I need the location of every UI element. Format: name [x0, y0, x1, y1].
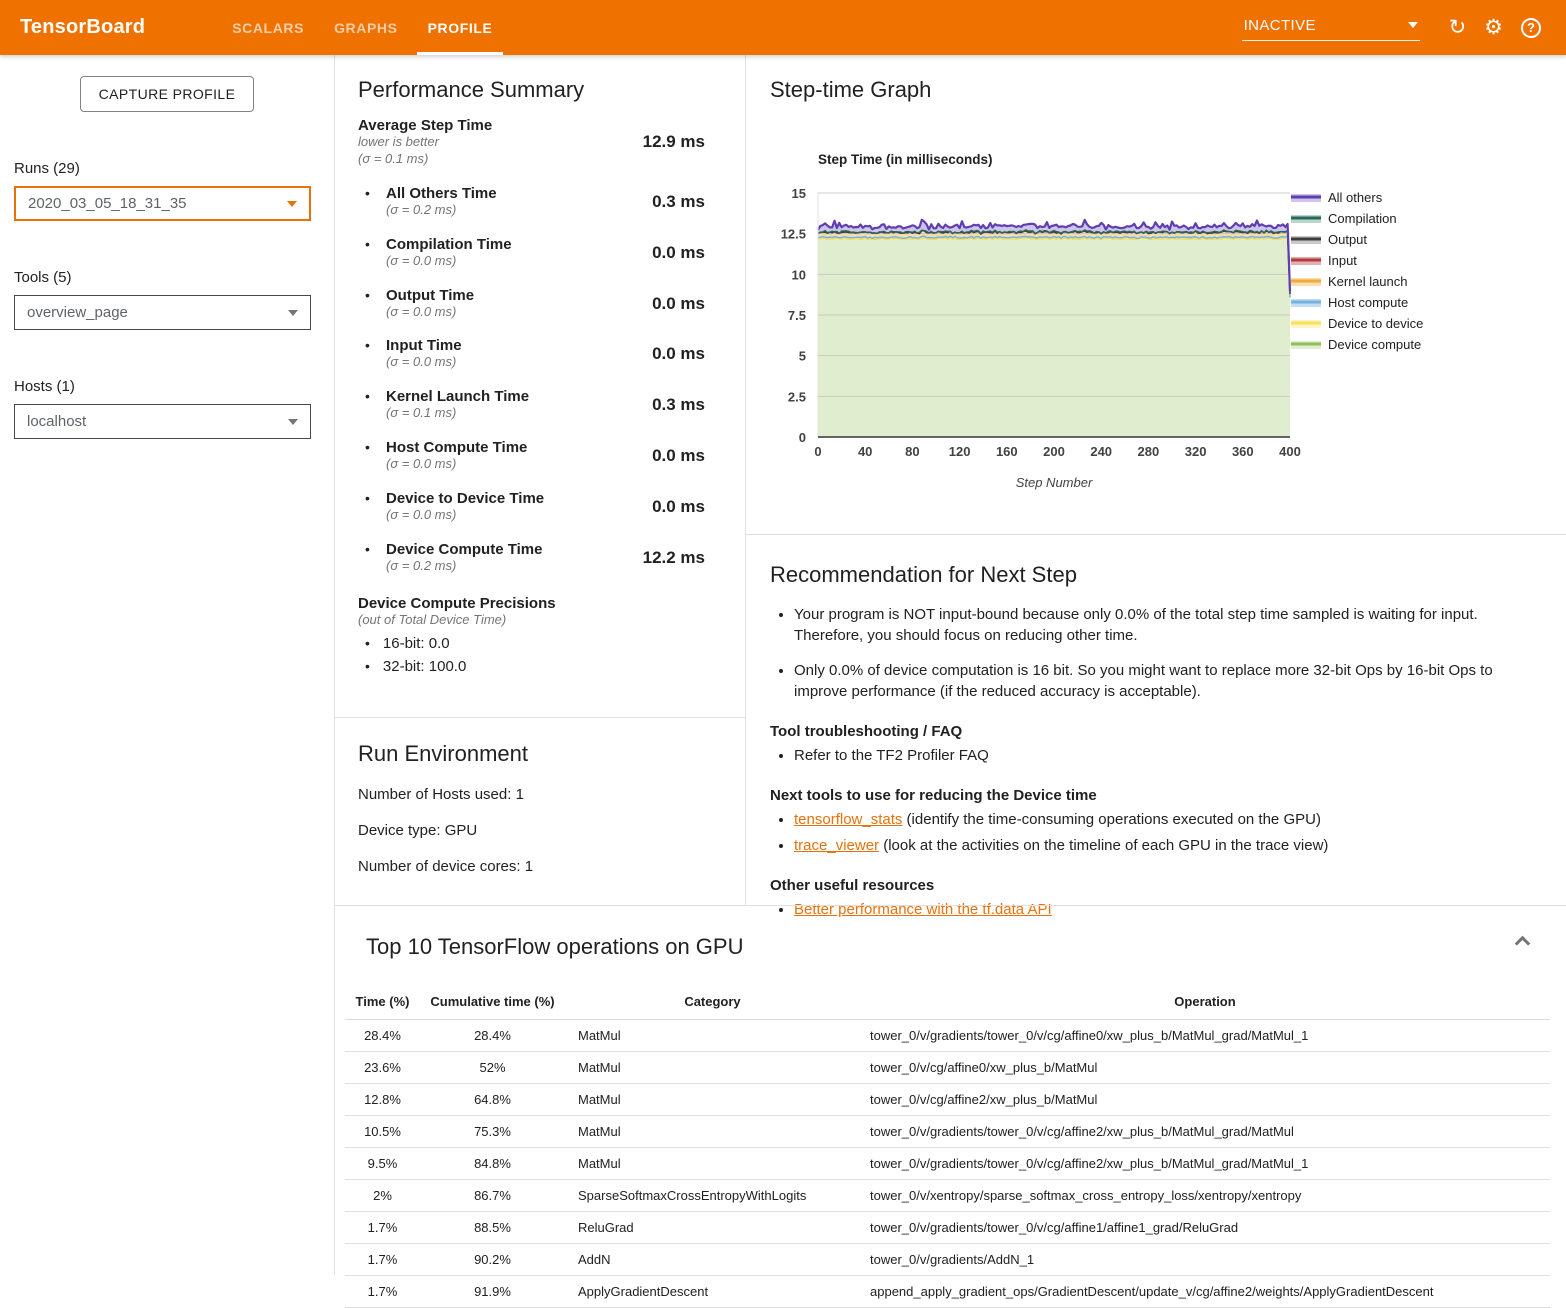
perf-item-sigma: (σ = 0.0 ms)	[386, 252, 457, 268]
svg-text:2.5: 2.5	[787, 389, 806, 405]
header-right-controls	[1242, 15, 1550, 41]
svg-text:Output: Output	[1328, 232, 1368, 247]
svg-text:160: 160	[995, 444, 1018, 459]
cell-time: 1.7%	[345, 1244, 420, 1276]
cell-category: ReluGrad	[565, 1212, 860, 1244]
recommendation-bullet: • Your program is NOT input-bound because only 0.0% of the total step time sampled is waiting for input. Therefore, you should focus on reducing other time.	[794, 604, 1526, 647]
cell-operation: tower_0/v/gradients/tower_0/v/cg/affine1/affine1_grad/ReluGrad	[860, 1212, 1550, 1244]
sidebar-select-runs[interactable]	[14, 186, 311, 221]
run-environment-title: Run Environment	[358, 741, 528, 766]
cell-time: 12.8%	[345, 1084, 420, 1116]
sidebar-select-tools[interactable]	[14, 295, 311, 330]
bullet-icon: •	[365, 541, 370, 558]
recommendation-section	[746, 535, 1566, 920]
cell-time: 1.7%	[345, 1276, 420, 1308]
svg-text:10: 10	[791, 267, 806, 283]
svg-text:7.5: 7.5	[787, 308, 806, 323]
legend-item	[1291, 211, 1397, 226]
step-time-graph-title: Step-time Graph	[770, 77, 932, 102]
sidebar-group-label-hosts: Hosts (1)	[14, 378, 75, 395]
recommendation-link[interactable]: trace_viewer	[794, 837, 880, 855]
svg-text:Kernel launch: Kernel launch	[1328, 274, 1408, 289]
chevron-down-icon	[288, 310, 298, 316]
recommendation-item: • tensorflow_stats (identify the time-consuming operations executed on the GPU)	[794, 809, 1526, 830]
cell-category: MatMul	[565, 1116, 860, 1148]
table-row	[345, 1116, 1550, 1148]
perf-summary-item	[358, 439, 705, 473]
recommendation-subheading: Next tools to use for reducing the Device time	[770, 787, 1097, 805]
column-header: Category	[565, 986, 860, 1020]
status-select[interactable]	[1242, 15, 1420, 41]
sidebar-select-hosts[interactable]	[14, 404, 311, 439]
performance-summary-title: Performance Summary	[358, 77, 585, 102]
column-header: Operation	[860, 986, 1550, 1020]
recommendation-link[interactable]: tensorflow_stats	[794, 811, 903, 829]
cell-cumulative: 84.8%	[420, 1148, 565, 1180]
legend-item	[1291, 295, 1408, 310]
cell-cumulative: 90.2%	[420, 1244, 565, 1276]
legend-item	[1291, 274, 1408, 289]
svg-text:Step Number: Step Number	[1015, 475, 1093, 490]
recommendation-subheading: Tool troubleshooting / FAQ	[770, 723, 963, 741]
perf-item-label: Device Compute Time	[386, 541, 543, 559]
sidebar-group-label-runs: Runs (29)	[14, 160, 80, 177]
refresh-icon[interactable]: ↻	[1448, 16, 1467, 39]
cell-operation: tower_0/v/xentropy/sparse_softmax_cross_entropy_loss/xentropy/xentropy	[860, 1180, 1550, 1212]
perf-item-label: Output Time	[386, 286, 475, 304]
recommendation-title: Recommendation for Next Step	[770, 562, 1077, 587]
svg-text:120: 120	[948, 444, 971, 459]
average-step-time-row	[358, 117, 705, 168]
svg-text:Device to device: Device to device	[1328, 316, 1424, 331]
step-time-graph-section	[746, 55, 1566, 535]
avg-step-time-label: Average Step Time	[358, 117, 493, 134]
perf-item-value: 0.0 ms	[652, 344, 705, 364]
svg-text:5: 5	[798, 348, 806, 364]
perf-item-value: 0.3 ms	[652, 191, 705, 211]
avg-step-time-sigma: (σ = 0.1 ms)	[358, 150, 429, 166]
run-env-line: Number of Hosts used: 1	[358, 786, 524, 803]
bullet-icon: •	[365, 388, 370, 405]
column-header: Time (%)	[345, 986, 420, 1020]
select-value: overview_page	[27, 304, 128, 321]
cell-cumulative: 88.5%	[420, 1212, 565, 1244]
perf-item-value: 0.0 ms	[652, 497, 705, 517]
cell-cumulative: 64.8%	[420, 1084, 565, 1116]
bullet-icon: •	[365, 337, 370, 354]
perf-item-value: 0.0 ms	[652, 293, 705, 313]
svg-text:Compilation: Compilation	[1328, 211, 1397, 226]
cell-cumulative: 86.7%	[420, 1180, 565, 1212]
perf-item-label: Input Time	[386, 337, 462, 355]
cell-cumulative: 91.9%	[420, 1276, 565, 1308]
cell-operation: tower_0/v/cg/affine0/xw_plus_b/MatMul	[860, 1052, 1550, 1084]
cell-time: 28.4%	[345, 1020, 420, 1052]
svg-text:Host compute: Host compute	[1328, 295, 1409, 310]
perf-item-label: Device to Device Time	[386, 490, 545, 508]
run-env-line: Device type: GPU	[358, 822, 478, 839]
capture-profile-button[interactable]: CAPTURE PROFILE	[80, 76, 255, 112]
cell-time: 9.5%	[345, 1148, 420, 1180]
svg-text:All others: All others	[1328, 190, 1383, 205]
perf-item-sigma: (σ = 0.1 ms)	[386, 405, 457, 421]
avg-step-time-value: 12.9 ms	[642, 132, 705, 152]
svg-text:Input: Input	[1328, 253, 1357, 268]
svg-text:Step Time (in milliseconds): Step Time (in milliseconds)	[818, 152, 993, 167]
app-title: TensorBoard	[20, 16, 146, 38]
perf-item-sigma: (σ = 0.0 ms)	[386, 456, 457, 472]
cell-time: 1.7%	[345, 1212, 420, 1244]
cell-category: MatMul	[565, 1148, 860, 1180]
svg-text:12.5: 12.5	[780, 226, 806, 242]
svg-text:320: 320	[1184, 444, 1207, 459]
cell-operation: append_apply_gradient_ops/GradientDescent/update_v/cg/affine2/weights/ApplyGradientDescent	[860, 1276, 1550, 1308]
perf-item-sigma: (σ = 0.0 ms)	[386, 303, 457, 319]
gear-icon[interactable]: ⚙	[1484, 16, 1503, 39]
legend-item	[1291, 190, 1383, 205]
perf-summary-item	[358, 287, 705, 321]
top-ops-section	[335, 905, 1566, 1308]
bullet-icon: •	[365, 439, 370, 456]
perf-item-label: Host Compute Time	[386, 439, 528, 457]
bullet-icon: •	[365, 490, 370, 507]
recommendation-item: • trace_viewer (look at the activities on the timeline of each GPU in the trace view)	[794, 835, 1526, 856]
precisions-title: Device Compute Precisions	[358, 594, 556, 612]
cell-cumulative: 52%	[420, 1052, 565, 1084]
svg-text:280: 280	[1137, 444, 1160, 459]
run-environment-section	[335, 718, 745, 875]
recommendation-subheading: Other useful resources	[770, 877, 935, 895]
perf-item-sigma: (σ = 0.0 ms)	[386, 354, 457, 370]
active-tab-underline	[417, 52, 504, 55]
perf-item-label: All Others Time	[386, 184, 497, 202]
cell-category: MatMul	[565, 1052, 860, 1084]
table-row	[345, 1276, 1550, 1308]
sidebar-group-label-tools: Tools (5)	[14, 269, 72, 286]
svg-text:15: 15	[791, 186, 806, 201]
recommendation-bullet: • Only 0.0% of device computation is 16 bit. So you might want to replace more 32-bit Ops by 16-bit Ops to improve performance (if the reduced accuracy is acceptable).	[794, 660, 1526, 703]
table-row	[345, 1212, 1550, 1244]
svg-text:400: 400	[1279, 444, 1301, 459]
cell-time: 23.6%	[345, 1052, 420, 1084]
sidebar	[0, 55, 335, 1275]
status-select-value: INACTIVE	[1243, 16, 1316, 34]
cell-operation: tower_0/v/gradients/tower_0/v/cg/affine2/xw_plus_b/MatMul_grad/MatMul_1	[860, 1148, 1550, 1180]
performance-summary-section	[335, 55, 745, 718]
select-value: 2020_03_05_18_31_35	[28, 195, 187, 212]
tab-scalars[interactable]: SCALARS	[232, 19, 305, 36]
tab-graphs[interactable]: GRAPHS	[334, 19, 398, 36]
table-row	[345, 1020, 1550, 1052]
recommendation-link[interactable]: Better performance with the tf.data API	[794, 901, 1052, 919]
svg-text:Device compute: Device compute	[1328, 337, 1422, 352]
select-value: localhost	[27, 413, 87, 430]
table-row	[345, 1244, 1550, 1276]
svg-text:360: 360	[1231, 444, 1254, 459]
cell-operation: tower_0/v/gradients/tower_0/v/cg/affine0/xw_plus_b/MatMul_grad/MatMul_1	[860, 1020, 1550, 1052]
perf-summary-item	[358, 236, 705, 270]
svg-text:240: 240	[1090, 444, 1113, 459]
app-header	[0, 0, 1566, 55]
perf-summary-item	[358, 337, 705, 371]
perf-item-value: 12.2 ms	[642, 547, 705, 567]
precisions-note: (out of Total Device Time)	[358, 611, 507, 627]
table-row	[345, 1052, 1550, 1084]
run-env-line: Number of device cores: 1	[358, 858, 534, 875]
step-time-chart	[746, 140, 1526, 495]
cell-cumulative: 75.3%	[420, 1116, 565, 1148]
legend-item	[1291, 316, 1423, 331]
top-ops-table	[345, 986, 1550, 1308]
legend-item	[1291, 232, 1367, 247]
perf-summary-item	[358, 490, 705, 524]
cell-operation: tower_0/v/cg/affine2/xw_plus_b/MatMul	[860, 1084, 1550, 1116]
bullet-icon: •	[365, 184, 370, 201]
perf-item-label: Compilation Time	[386, 235, 512, 253]
column-header: Cumulative time (%)	[420, 986, 565, 1020]
svg-text:0: 0	[814, 444, 822, 459]
help-icon[interactable]: ?	[1521, 18, 1541, 38]
perf-item-value: 0.0 ms	[652, 446, 705, 466]
perf-item-sigma: (σ = 0.2 ms)	[386, 558, 457, 574]
table-row	[345, 1084, 1550, 1116]
recommendation-item: • Refer to the TF2 Profiler FAQ	[794, 745, 1526, 766]
table-row	[345, 1180, 1550, 1212]
legend-item	[1291, 337, 1421, 352]
perf-summary-item	[358, 388, 705, 422]
svg-text:40: 40	[857, 444, 873, 459]
perf-summary-item	[358, 541, 705, 575]
cell-category: ApplyGradientDescent	[565, 1276, 860, 1308]
svg-text:0: 0	[798, 430, 806, 445]
cell-category: SparseSoftmaxCrossEntropyWithLogits	[565, 1180, 860, 1212]
perf-item-sigma: (σ = 0.0 ms)	[386, 507, 457, 523]
cell-category: AddN	[565, 1244, 860, 1276]
chevron-down-icon	[288, 419, 298, 425]
device-compute-precisions	[358, 595, 705, 675]
chevron-down-icon	[287, 201, 297, 207]
avg-step-time-note: lower is better	[358, 134, 439, 149]
perf-summary-item	[358, 185, 705, 219]
legend-item	[1291, 253, 1357, 268]
header-tabs	[217, 0, 507, 55]
cell-cumulative: 28.4%	[420, 1020, 565, 1052]
svg-text:80: 80	[905, 444, 920, 459]
precision-item: • 32-bit: 100.0	[365, 658, 705, 675]
tab-profile[interactable]: PROFILE	[413, 0, 508, 55]
cell-category: MatMul	[565, 1084, 860, 1116]
cell-time: 10.5%	[345, 1116, 420, 1148]
table-row	[345, 1148, 1550, 1180]
cell-operation: tower_0/v/gradients/tower_0/v/cg/affine2/xw_plus_b/MatMul_grad/MatMul	[860, 1116, 1550, 1148]
chevron-down-icon	[1408, 22, 1418, 28]
precision-item: • 16-bit: 0.0	[365, 635, 705, 652]
bullet-icon: •	[365, 286, 370, 303]
cell-time: 2%	[345, 1180, 420, 1212]
performance-column	[335, 55, 746, 905]
perf-item-sigma: (σ = 0.2 ms)	[386, 201, 457, 217]
perf-item-label: Kernel Launch Time	[386, 388, 530, 406]
top-ops-title: Top 10 TensorFlow operations on GPU	[366, 934, 744, 959]
perf-item-value: 0.0 ms	[652, 242, 705, 262]
cell-operation: tower_0/v/gradients/AddN_1	[860, 1244, 1550, 1276]
right-column	[746, 55, 1566, 919]
bullet-icon: •	[365, 235, 370, 252]
perf-item-value: 0.3 ms	[652, 395, 705, 415]
cell-category: MatMul	[565, 1020, 860, 1052]
svg-text:200: 200	[1043, 444, 1065, 459]
